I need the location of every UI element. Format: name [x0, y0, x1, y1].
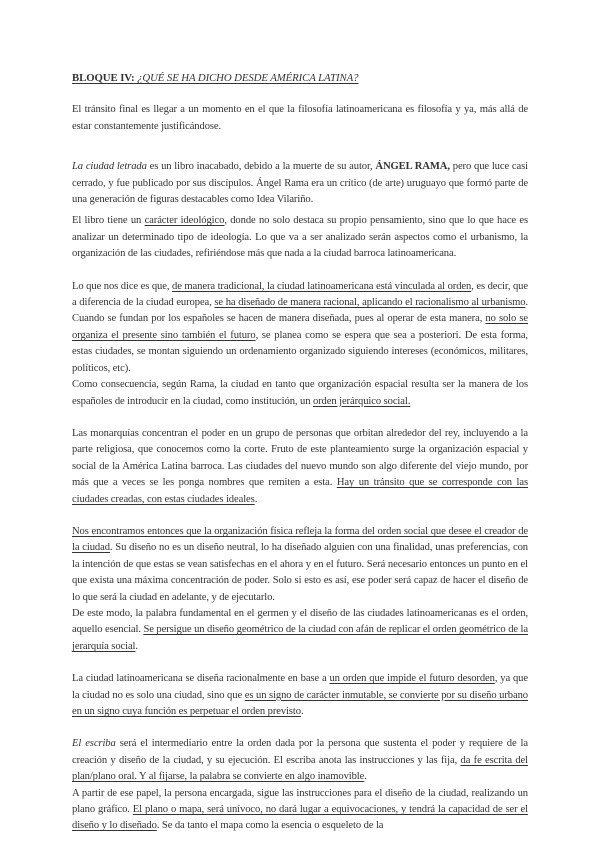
- paragraph-ideology: [72, 213, 528, 262]
- underlined-phrase: no solo se organiza el presente sino también el futuro: [72, 313, 528, 341]
- book-title: La ciudad letrada: [72, 161, 147, 173]
- paragraph-intro: [72, 102, 528, 135]
- paragraph-text: De este modo, la palabra fundamental en el germen y el diseño de las ciudades latinoamericanas es el orden, aquello esencial.: [72, 607, 528, 636]
- underlined-phrase: Hay un tránsito que se corresponde con las ciudades creadas, con estas ciudades ideales: [72, 477, 528, 505]
- paragraph-scribe: [72, 736, 528, 785]
- paragraph-text: , se planea como se espera que sea a posteriori. De esta forma, estas ciudades, se montan siguiendo un ordenamiento organizado siguiendo intereses (económicos, militares, políticos, etc).: [72, 329, 528, 374]
- paragraph-text: A partir de ese papel, la persona encargada, sigue las instrucciones para el diseño de la ciudad, realizando un plano gráfico.: [72, 787, 528, 816]
- underlined-phrase: da fe escrita del plan/plano oral. Y al fijarse, la palabra se convierte en algo inamovible: [72, 754, 528, 783]
- paragraph-text: es un libro inacabado, debido a la muerte de su autor,: [146, 161, 376, 173]
- paragraph-text: . Se da tanto el mapa como la esencia o esqueleto de la: [156, 820, 384, 832]
- paragraph-physical-organization: [72, 524, 528, 606]
- paragraph-map: [72, 786, 528, 835]
- paragraph-order: [72, 279, 528, 377]
- paragraph-text: El tránsito final es llegar a un momento en el que la filosofía latinoamericana es filosofía y ya, más allá de estar constantemente justificándose.: [72, 104, 528, 132]
- underlined-phrase: Se persigue un diseño geométrico de la ciudad con afán de replicar el orden geométrico de la jerarquía social: [72, 624, 528, 652]
- paragraph-text: Lo que nos dice es que,: [72, 280, 173, 292]
- paragraph-text: será el intermediario entre la orden dada por la persona que sustenta el poder y requiere de la creación y diseño de la ciudad, y su ejecución. El escriba anota las instrucciones y las fija,: [72, 738, 528, 766]
- paragraph-text: pero que luce casi cerrado, y fue publicado por sus discípulos. Ángel Rama era un crítico (de arte) uruguayo que formó parte de una generación de figuras destacables como Idea Vilariño.: [72, 161, 528, 206]
- underlined-phrase: Nos encontramos entonces que la organización física refleja la forma del orden social que desee el creador de la ciudad: [72, 525, 528, 554]
- paragraph-text: .: [254, 493, 258, 505]
- paragraph-text: , donde no solo destaca su propio pensamiento, sino que lo que hace es analizar un determinado tipo de ideología. Lo que va a ser analizado serán aspectos como el urbanismo, la organización de las ciudades, refiriéndose más que nada a la ciudad barroca latinoamericana.: [72, 215, 528, 260]
- paragraph-text: .: [364, 771, 367, 783]
- underlined-phrase: de manera tradicional, la ciudad latinoamericana está vinculada al orden: [172, 280, 472, 292]
- paragraph-text: . Su diseño no es un diseño neutral, lo ha diseñado alguien con una finalidad, unas preferencias, con la intención de que estas se vean satisfechas en el ahora y en el futuro. Será necesario entonces un punto en el que exista una máxima concentración de poder. Solo si esto es así, ese poder será capaz de hacer el diseño de lo que será la ciudad en adelante, y de ejecutarlo.: [72, 542, 528, 603]
- paragraph-text: La ciudad latinoamericana se diseña racionalmente en base a: [72, 673, 330, 685]
- underlined-phrase: un orden que impide el futuro desorden: [329, 673, 495, 685]
- section-heading: [72, 70, 528, 86]
- paragraph-text: El libro tiene un: [72, 215, 145, 227]
- paragraph-consequence: [72, 377, 528, 410]
- scribe-term: El escriba: [72, 738, 116, 750]
- author-name: ÁNGEL RAMA,: [375, 161, 450, 173]
- underlined-phrase: El plano o mapa, será unívoco, no dará lugar a equivocaciones, y tendrá la capacidad de ser el diseño y lo diseñado: [72, 804, 528, 832]
- paragraph-text: , es decir, que a diferencia de la ciudad europea,: [72, 280, 528, 309]
- paragraph-text: Las monarquías concentran el poder en un grupo de personas que orbitan alrededor del rey, incluyendo a la parte religiosa, que conocemos como la corte. Fruto de este planteamiento surge la organización espacial y social de la América Latina barroca. Las ciudades del nuevo mundo son algo diferente del viejo mundo, por más que a veces se les ponga nombres que remiten a esta.: [72, 427, 528, 489]
- underlined-phrase: se ha diseñado de manera racional, aplicando el racionalismo al urbanismo: [214, 297, 526, 309]
- paragraph-rational-design: [72, 671, 528, 720]
- paragraph-book: [72, 159, 528, 208]
- paragraph-monarchies: [72, 426, 528, 508]
- paragraph-text: . Cuando se fundan por los españoles se hacen de manera diseñada, pues al operar de esta manera,: [72, 297, 528, 325]
- paragraph-text: .: [135, 640, 138, 652]
- paragraph-text: Como consecuencia, según Rama, la ciudad en tanto que organización espacial resulta ser la manera de los españoles de introducir en la ciudad, como institución, un: [72, 379, 528, 407]
- paragraph-text: , ya que la ciudad no es solo una ciudad, sino que: [72, 673, 528, 701]
- paragraph-text: .: [300, 706, 304, 717]
- heading-title: ¿QUÉ SE HA DICHO DESDE AMÉRICA LATINA?: [134, 72, 359, 84]
- underlined-phrase: carácter ideológico: [144, 215, 225, 227]
- underlined-phrase: es un signo de carácter inmutable, se convierte por su diseño urbano en un signo cuya función es perpetuar el orden previsto: [72, 689, 528, 717]
- paragraph-geometric-order: [72, 606, 528, 655]
- heading-block-label: BLOQUE IV:: [72, 72, 135, 84]
- underlined-phrase: orden jerárquico social.: [312, 395, 411, 407]
